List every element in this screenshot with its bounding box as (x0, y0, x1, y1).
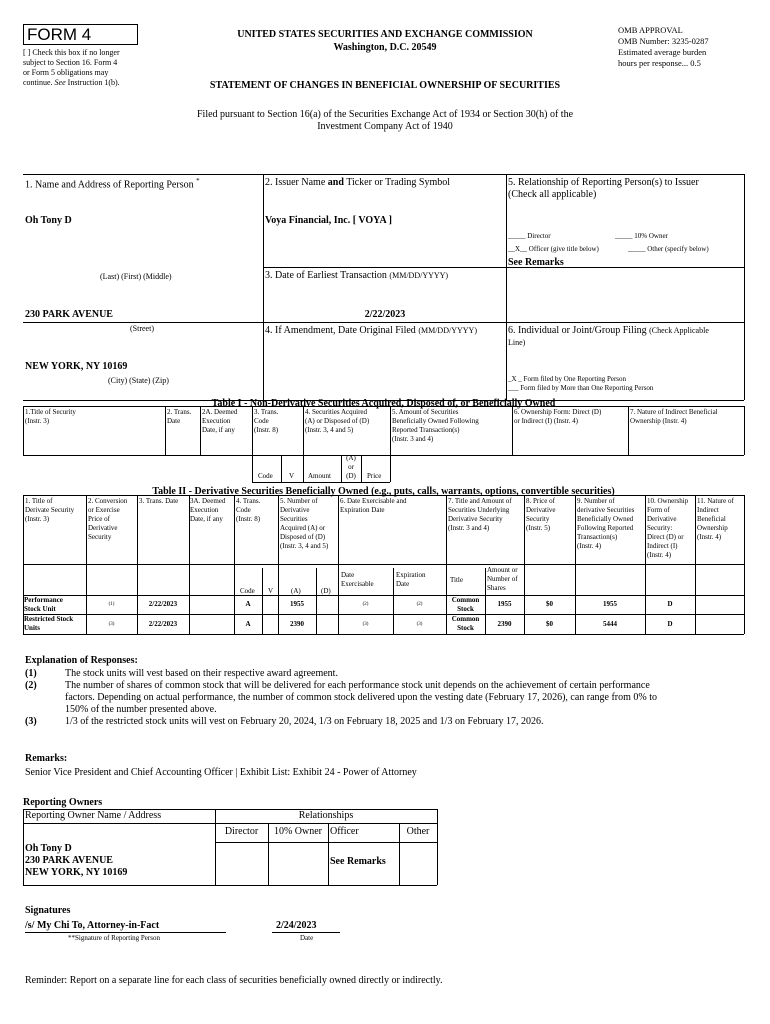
row2-conv: (3) (108, 622, 115, 627)
t2-h1: 1. Title of Derivate Security (Instr. 3) (25, 497, 75, 523)
table1-title: Table I - Non-Derivative Securities Acquired, Disposed of, or Beneficially Owned (211, 398, 556, 409)
name-hint: (Last) (First) (Middle) (100, 272, 172, 281)
t2-h5: 4. Trans. Code (Instr. 8) (236, 497, 261, 523)
t2-sub-title: Title (450, 576, 463, 584)
t2-sub-d: (D) (321, 587, 331, 595)
row2-ex: (3) (362, 622, 369, 627)
row1-ex: (2) (362, 602, 369, 607)
box3-label: 3. Date of Earliest Transaction (MM/DD/YYYY) (265, 270, 449, 281)
row2-und-amt: 2390 (497, 620, 512, 628)
t2-h12: 11. Nature of Indirect Beneficial Ownership (Instr. 4) (697, 497, 734, 541)
t1-h2: 2. Trans. Date (167, 408, 192, 425)
row2-form: D (667, 620, 673, 628)
t1-sub-code: Code (258, 472, 273, 480)
t2-h10: 9. Number of derivative Securities Beneficially Owned Following Reported Transaction(s) (Instr. 4) (577, 497, 635, 550)
owner-officer-value: See Remarks (330, 856, 386, 867)
signature-date: 2/24/2023 (276, 920, 317, 931)
t2-h11: 10. Ownership Form of Derivative Security: Direct (D) or Indirect (I) (Instr. 4) (647, 497, 689, 559)
box6-label: 6. Individual or Joint/Group Filing (Check Applicable Line) (508, 325, 709, 347)
officer-check: __X__ Officer (give title below) (508, 245, 599, 253)
t1-sub-v: V (289, 472, 295, 480)
t1-h1: 1.Title of Security (Instr. 3) (25, 408, 76, 425)
owners-heading: Reporting Owners (23, 797, 103, 808)
t1-sub-price: Price (367, 472, 382, 480)
signer-label: **Signature of Reporting Person (68, 934, 160, 942)
t1-sub-aord: (A) or (D) (346, 454, 356, 480)
t2-sub-v: V (268, 587, 274, 595)
table2-title: Table II - Derivative Securities Beneficially Owned (e.g., puts, calls, warrants, options, convertible securities) (152, 486, 615, 497)
row2-title: Restricted Stock Units (24, 615, 74, 632)
row2-date: 2/22/2023 (148, 620, 178, 628)
t1-h4: 3. Trans. Code (Instr. 8) (254, 408, 279, 434)
t1-h6: 5. Amount of Securities Beneficially Owned Following Reported Transaction(s) (Instr. 3 and 4) (392, 408, 479, 443)
explanation-heading: Explanation of Responses: (25, 655, 138, 666)
row1-code: A (245, 600, 251, 608)
row1-form: D (667, 600, 673, 608)
row2-und-title: Common Stock (451, 615, 480, 632)
row2-expd: (3) (416, 622, 423, 627)
earliest-transaction-date: 2/22/2023 (364, 309, 406, 320)
reporting-city: NEW YORK, NY 10169 (25, 361, 128, 372)
owners-col-rel: Relationships (298, 810, 354, 821)
row1-und-title: Common Stock (451, 596, 480, 613)
street-hint: (Street) (130, 324, 154, 333)
statement-title: STATEMENT OF CHANGES IN BENEFICIAL OWNERSHIP OF SECURITIES (209, 80, 561, 91)
agency-name: UNITED STATES SECURITIES AND EXCHANGE COMMISSION (237, 29, 533, 40)
director-check: _____ Director (508, 232, 551, 240)
t2-h9: 8. Price of Derivative Security (Instr. 5) (526, 497, 556, 532)
date-line (272, 932, 340, 933)
box2-label: 2. Issuer Name and Ticker or Trading Symbol (265, 177, 451, 188)
owners-col-officer: Officer (330, 826, 359, 837)
owner-address: Oh Tony D 230 PARK AVENUE NEW YORK, NY 10169 (25, 843, 128, 878)
filed-pursuant: Filed pursuant to Section 16(a) of the Securities Exchange Act of 1934 or Section 30(h) of the Investment Company Act of 1940 (196, 109, 574, 132)
row1-expd: (2) (416, 602, 423, 607)
t1-h8: 7. Nature of Indirect Beneficial Ownership (Instr. 4) (630, 408, 718, 425)
signature-line (25, 932, 226, 933)
t2-h6: 5. Number of Derivative Securities Acquired (A) or Disposed of (D) (Instr. 3, 4 and 5) (280, 497, 329, 550)
box1-label: 1. Name and Address of Reporting Person * (25, 177, 200, 191)
remarks-text: Senior Vice President and Chief Accounting Officer | Exhibit List: Exhibit 24 - Power of Attorney (25, 767, 417, 778)
city-hint: (City) (State) (Zip) (108, 376, 169, 385)
t2-sub-a: (A) (291, 587, 301, 595)
filing-multiple: ___ Form filed by More than One Reporting Person (508, 384, 654, 392)
row2-a: 2390 (290, 620, 304, 628)
t2-h7: 6. Date Exercisable and Expiration Date (340, 497, 407, 514)
t2-sub-exp: Expiration Date (396, 571, 426, 588)
row1-date: 2/22/2023 (148, 600, 178, 608)
other-check: _____ Other (specify below) (628, 245, 709, 253)
row2-owned: 5444 (603, 620, 617, 628)
t2-h3: 3. Trans. Date (139, 497, 179, 505)
box5-label: 5. Relationship of Reporting Person(s) to Issuer (Check all applicable) (508, 177, 699, 200)
t2-h8: 7. Title and Amount of Securities Underlying Derivative Security (Instr. 3 and 4) (448, 497, 512, 532)
row1-title: Performance Stock Unit (24, 596, 63, 613)
form-title-box (23, 24, 138, 45)
row1-a: 1955 (290, 600, 304, 608)
t1-h5: 4. Securities Acquired (A) or Disposed of (D) (Instr. 3, 4 and 5) (305, 408, 370, 434)
remarks-heading: Remarks: (25, 753, 68, 764)
explanation-list: (1) The stock units will vest based on their respective award agreement. (2) The number of shares of common stock that will be delivered for each performance stock unit depends on the achievement of certain performance factors. Depending on actual performance, the number of common stock delivered upon the vesting date (February 17, 2026), can range from 0% to 150% of the number presented above. (3) 1/3 of the restricted stock units will vest on February 20, 2024, 1/3 on February 18, 2025 and 1/3 on February 17, 2026. (25, 668, 658, 727)
row1-price: $0 (546, 600, 553, 608)
t1-h7: 6. Ownership Form: Direct (D) or Indirect (I) (Instr. 4) (514, 408, 602, 425)
row2-price: $0 (546, 620, 553, 628)
row1-owned: 1955 (603, 600, 617, 608)
row1-conv: (1) (108, 602, 115, 607)
row1-und-amt: 1955 (497, 600, 512, 608)
box5-see-remarks: See Remarks (508, 257, 564, 268)
signer: /s/ My Chi To, Attorney-in-Fact (25, 920, 160, 931)
t1-h3: 2A. Deemed Execution Date, if any (202, 408, 238, 434)
row2-code: A (245, 620, 251, 628)
owners-col-director: Director (224, 826, 259, 837)
reminder: Reminder: Report on a separate line for each class of securities beneficially owned directly or indirectly. (25, 975, 443, 986)
owners-col-ten: 10% Owner (273, 826, 323, 837)
reporting-person-name: Oh Tony D (25, 215, 72, 226)
t2-sub-code: Code (240, 587, 255, 595)
owners-col-name: Reporting Owner Name / Address (25, 810, 162, 821)
filing-one-person: _X _ Form filed by One Reporting Person (508, 375, 627, 383)
t1-sub-amount: Amount (308, 472, 331, 480)
checkbox-note: [ ] Check this box if no longer subject to Section 16. Form 4 or Form 5 obligations may continue. See Instruction 1(b). (23, 48, 120, 87)
box4-label: 4. If Amendment, Date Original Filed (MM/DD/YYYY) (265, 325, 477, 336)
omb-approval: OMB APPROVAL OMB Number: 3235-0287 Estimated average burden hours per response... 0.5 (618, 25, 709, 68)
ten-pct-check: _____ 10% Owner (615, 232, 668, 240)
issuer-name: Voya Financial, Inc. [ VOYA ] (265, 215, 392, 226)
reporting-street: 230 PARK AVENUE (25, 309, 113, 320)
t2-sub-date-ex: Date Exercisable (341, 571, 374, 588)
t2-h2: 2. Conversion or Exercise Price of Derivative Security (88, 497, 128, 541)
signatures-heading: Signatures (25, 905, 71, 916)
form-title: FORM 4 (27, 25, 92, 44)
agency-city: Washington, D.C. 20549 (333, 42, 437, 53)
t2-h4: 3A. Deemed Execution Date, if any (190, 497, 226, 523)
owners-col-other: Other (406, 826, 430, 837)
date-label: Date (300, 934, 314, 942)
t2-sub-amount: Amount or Number of Shares (487, 566, 518, 592)
